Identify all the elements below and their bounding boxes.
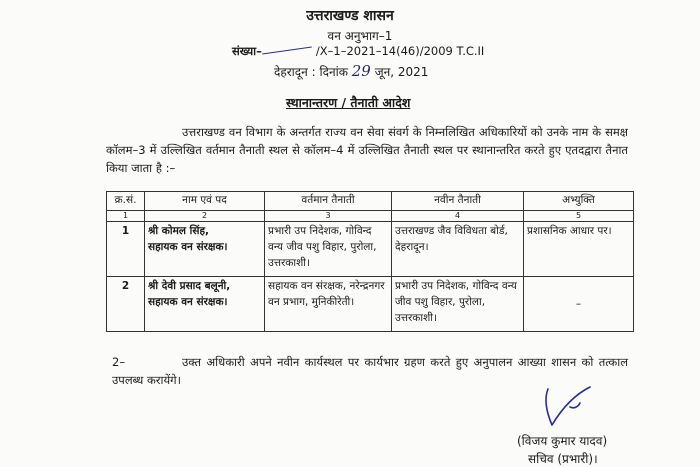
officer-name: श्री देवी प्रसाद बलूनी, [148,280,231,292]
current-posting: सहायक वन संरक्षक, नरेन्द्रनगर वन प्रभाग, मुनिकीरेती। [265,277,392,332]
reference-label: संख्या– [232,44,262,58]
section-heading: वन अनुभाग–1 [327,29,393,43]
new-posting: उत्तराखण्ड जैव विविधता बोर्ड, देहरादून। [392,222,524,277]
date-suffix: जून, 2021 [374,65,429,79]
col-number: 3 [265,211,392,222]
table-header-row [107,192,634,211]
issue-date [274,62,428,80]
col-header-new: नवीन तैनाती [392,192,524,211]
government-heading: उत्तराखण्ड शासन [306,8,394,24]
col-header-name: नाम एवं पद [145,192,265,211]
col-number: 1 [107,211,145,222]
compliance-paragraph [112,353,628,389]
col-header-remark: अभ्युक्ति [524,192,634,211]
row-serial: 2 [107,277,145,332]
officer-cell [145,222,265,277]
transfer-table [106,191,634,332]
new-posting: प्रभारी उप निदेशक, गोविन्द वन्य जीव पशु विहार, पुरोला, उत्तरकाशी। [392,277,524,332]
handwritten-stroke [262,46,312,54]
signature-mark [518,385,608,433]
current-posting: प्रभारी उप निदेशक, गोविन्द वन्य जीव पशु विहार, पुरोला, उत्तरकाशी। [265,222,392,277]
date-day-handwritten: 29 [351,62,371,80]
col-number: 5 [524,211,634,222]
officer-cell [145,277,265,332]
subject-heading: स्थानान्तरण / तैनाती आदेश [286,95,411,110]
col-header-sr: क्र.सं. [107,192,145,211]
date-prefix: देहरादून : दिनांक [274,65,348,79]
paragraph-number: 2– [112,355,126,369]
order-paragraph: उत्तराखण्ड वन विभाग के अन्तर्गत राज्य वन सेवा संवर्ग के निम्नलिखित अधिकारियों को उनके नाम के समक्ष कॉलम–3 में उल्लिखित वर्तमान तैनाती स्थल से कॉलम–4 में उल्लिखित तैनाती स्थल पर स्थानान्तरित करते हुए एतदद्वारा तैनात किया जाता है :– [106,125,628,175]
officer-post: सहायक वन संरक्षक। [148,296,228,308]
column-number-row [107,211,634,222]
table-row [107,277,634,332]
col-number: 4 [392,211,524,222]
signatory-name: (विजय कुमार यादव) [517,434,608,448]
paragraph-text: उक्त अधिकारी अपने नवीन कार्यस्थल पर कार्यभार ग्रहण करते हुए अनुपालन आख्या शासन को तत्काल उपलब्ध करायेंगे। [112,355,628,387]
remark: – [524,277,634,332]
remark: प्रशासनिक आधार पर। [524,222,634,277]
row-serial: 1 [107,222,145,277]
officer-name: श्री कोमल सिंह, [148,225,210,237]
reference-value: /X–1–2021–14(46)/2009 T.C.II [315,44,485,58]
reference-number [232,44,484,59]
col-header-current: वर्तमान तैनाती [265,192,392,211]
officer-post: सहायक वन संरक्षक। [148,241,228,253]
signatory-designation: सचिव (प्रभारी)। [528,452,598,466]
table-row [107,222,634,277]
col-number: 2 [145,211,265,222]
